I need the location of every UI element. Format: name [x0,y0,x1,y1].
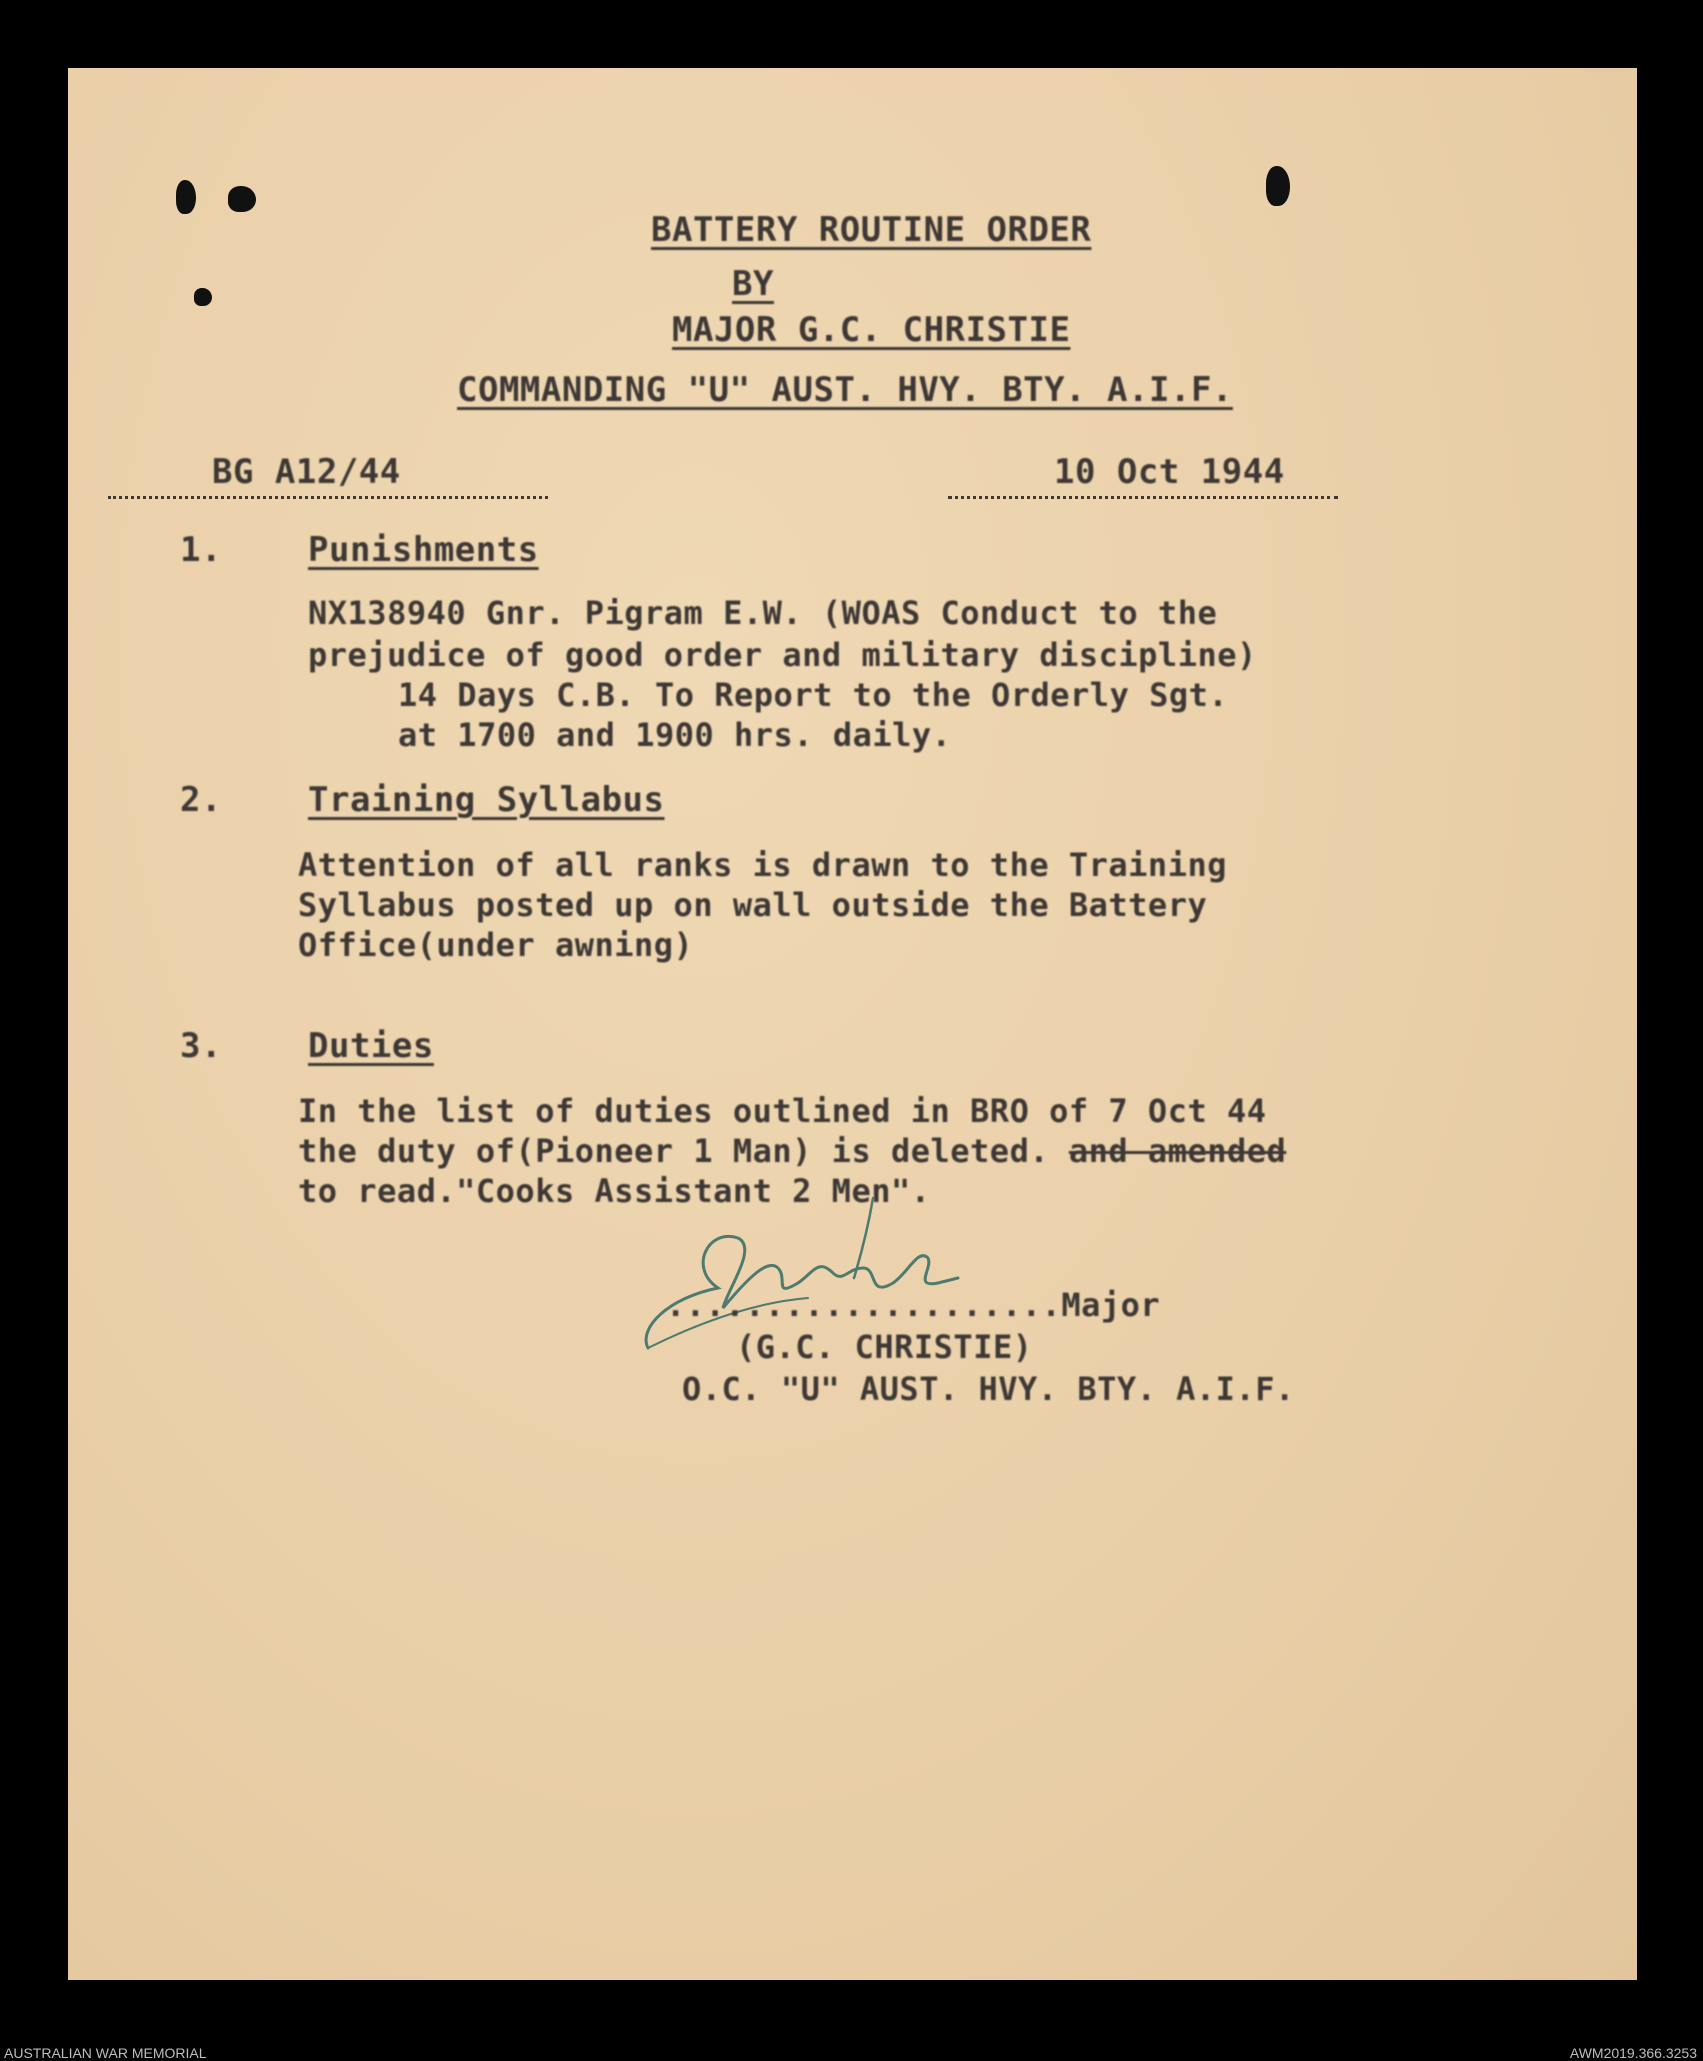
footer-right: AWM2019.366.3253 [1569,2045,1697,2061]
body-line: prejudice of good order and military discipline) [308,636,1257,674]
signature-line: ....................Major [666,1286,1161,1324]
date-rule [948,496,1338,499]
section-heading-duties: Duties [308,1026,434,1066]
punch-hole [194,288,212,306]
reference-number: BG A12/44 [212,452,401,492]
punch-hole [176,180,196,214]
officer-name: MAJOR G.C. CHRISTIE [672,310,1071,350]
section-number: 3. [180,1026,222,1066]
section-number: 2. [180,780,222,820]
punch-hole [1266,166,1290,206]
body-line: to read."Cooks Assistant 2 Men". [298,1172,931,1210]
order-date: 10 Oct 1944 [1054,452,1285,492]
body-line: NX138940 Gnr. Pigram E.W. (WOAS Conduct to the [308,594,1218,632]
body-line-text: the duty of(Pioneer 1 Man) is deleted. [298,1132,1050,1170]
body-line: Attention of all ranks is drawn to the Training [298,846,1227,884]
command-line: COMMANDING "U" AUST. HVY. BTY. A.I.F. [457,370,1233,410]
section-heading-punishments: Punishments [308,530,539,570]
body-line: at 1700 and 1900 hrs. daily. [398,716,952,754]
footer-left: AUSTRALIAN WAR MEMORIAL [4,2045,207,2061]
document-title: BATTERY ROUTINE ORDER [651,210,1092,250]
body-line: 14 Days C.B. To Report to the Orderly Sgt. [398,676,1229,714]
document-page [68,68,1637,1980]
signatory-title: O.C. "U" AUST. HVY. BTY. A.I.F. [682,1370,1295,1408]
signatory-name: (G.C. CHRISTIE) [736,1328,1033,1366]
by-line: BY [732,264,774,304]
struck-text: and amended [1068,1132,1287,1170]
body-line: In the list of duties outlined in BRO of 7 Oct 44 [298,1092,1267,1130]
section-heading-training: Training Syllabus [308,780,665,820]
reference-rule [108,496,548,499]
body-line [298,1132,1286,1170]
section-number: 1. [180,530,222,570]
body-line: Syllabus posted up on wall outside the Battery [298,886,1208,924]
body-line: Office(under awning) [298,926,694,964]
punch-hole [228,186,256,212]
